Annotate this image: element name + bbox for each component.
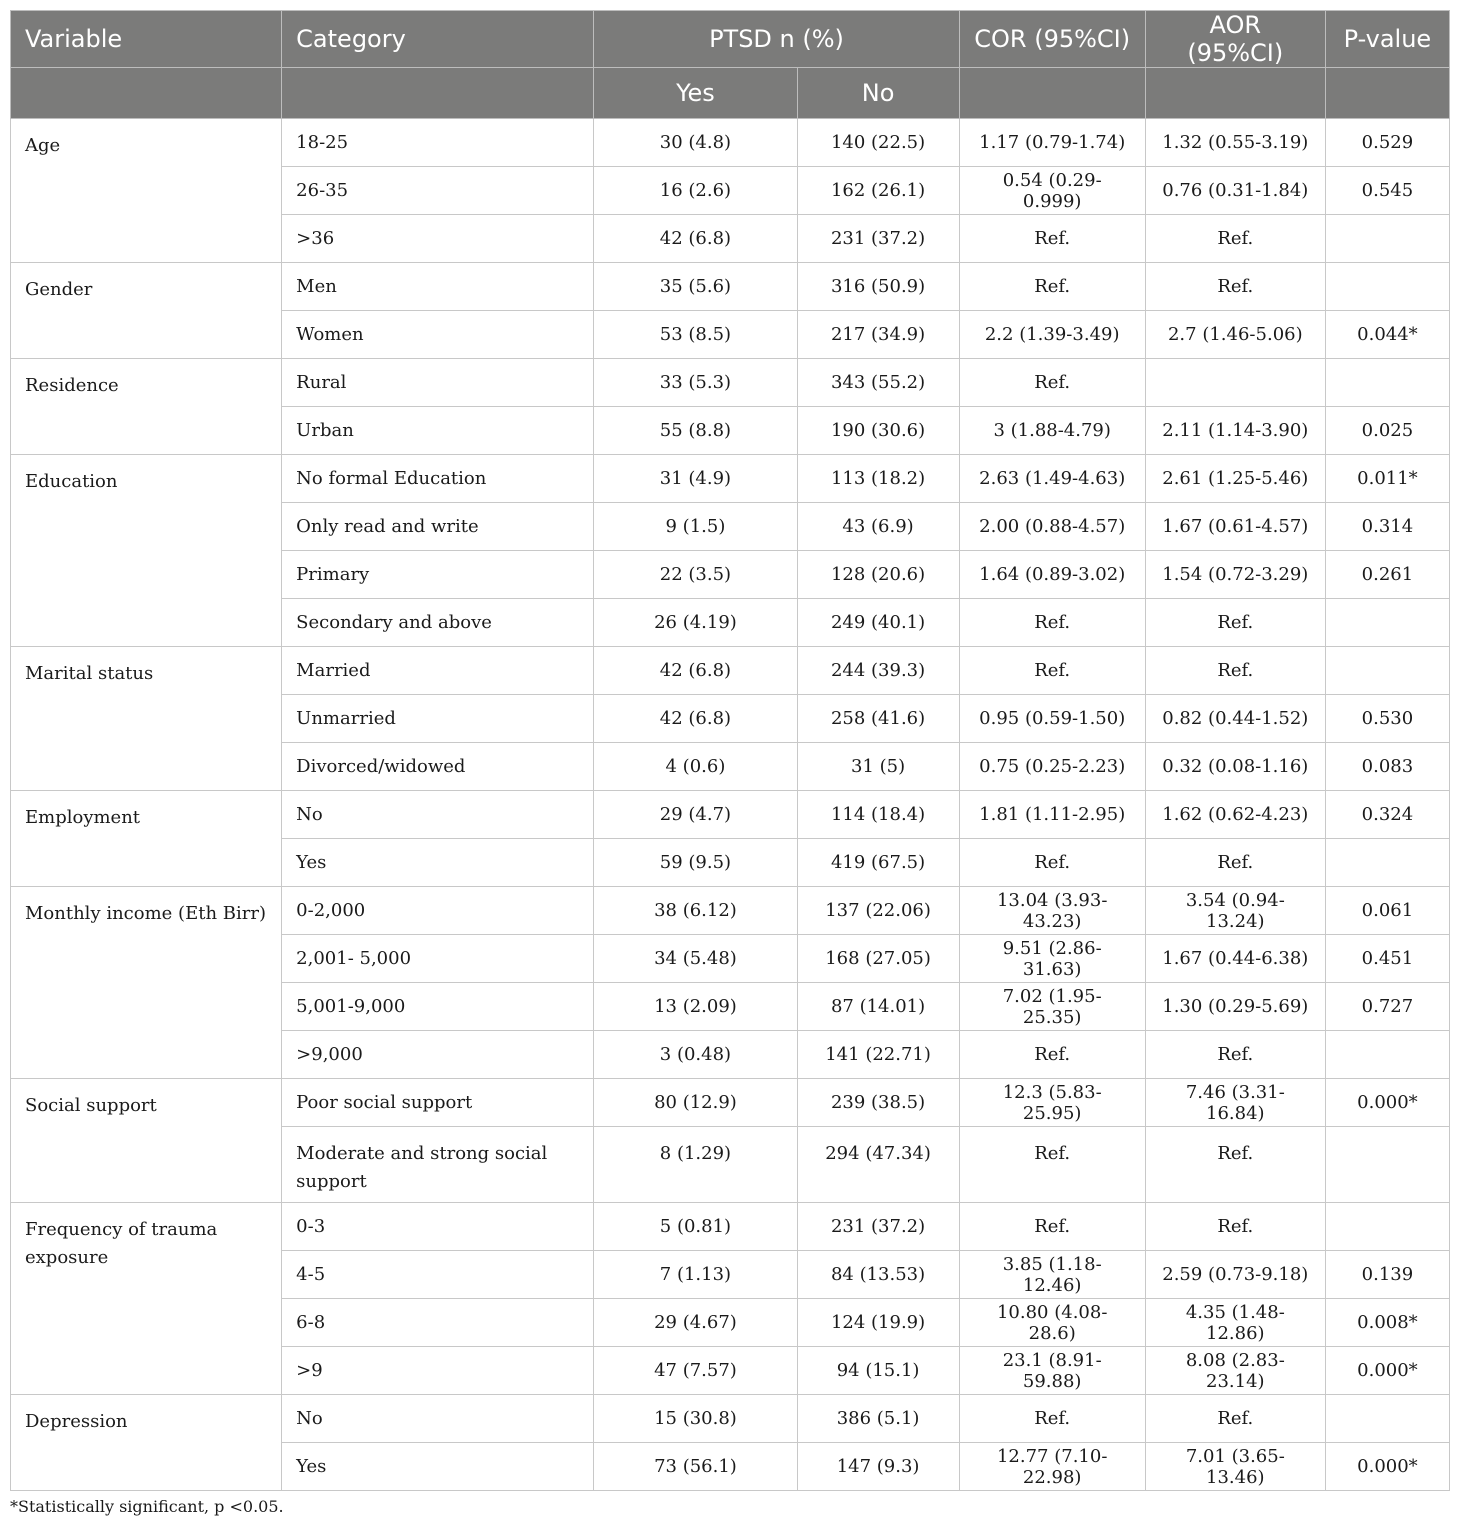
cell-aor: Ref. bbox=[1145, 263, 1325, 311]
cell-pvalue bbox=[1325, 599, 1449, 647]
cell-ptsd-no: 124 (19.9) bbox=[797, 1299, 959, 1347]
cell-ptsd-yes: 38 (6.12) bbox=[594, 887, 797, 935]
cell-ptsd-yes: 13 (2.09) bbox=[594, 983, 797, 1031]
cell-aor: Ref. bbox=[1145, 647, 1325, 695]
cell-cor: Ref. bbox=[959, 599, 1145, 647]
cell-ptsd-yes: 42 (6.8) bbox=[594, 695, 797, 743]
header-empty bbox=[11, 68, 282, 119]
cell-pvalue: 0.139 bbox=[1325, 1251, 1449, 1299]
cell-category: >9 bbox=[282, 1347, 594, 1395]
cell-pvalue bbox=[1325, 215, 1449, 263]
cell-category: Divorced/widowed bbox=[282, 743, 594, 791]
cell-cor: Ref. bbox=[959, 839, 1145, 887]
cell-cor: 12.77 (7.10-22.98) bbox=[959, 1443, 1145, 1491]
cell-ptsd-no: 244 (39.3) bbox=[797, 647, 959, 695]
cell-variable: Gender bbox=[11, 263, 282, 359]
cell-ptsd-no: 386 (5.1) bbox=[797, 1395, 959, 1443]
cell-ptsd-yes: 47 (7.57) bbox=[594, 1347, 797, 1395]
cell-pvalue bbox=[1325, 839, 1449, 887]
header-ptsd: PTSD n (%) bbox=[594, 11, 959, 68]
cell-ptsd-no: 140 (22.5) bbox=[797, 119, 959, 167]
cell-category: 5,001-9,000 bbox=[282, 983, 594, 1031]
cell-category: 26-35 bbox=[282, 167, 594, 215]
cell-cor: Ref. bbox=[959, 1203, 1145, 1251]
cell-variable: Employment bbox=[11, 791, 282, 887]
cell-ptsd-yes: 22 (3.5) bbox=[594, 551, 797, 599]
cell-cor: Ref. bbox=[959, 647, 1145, 695]
header-cor: COR (95%CI) bbox=[959, 11, 1145, 68]
cell-pvalue: 0.314 bbox=[1325, 503, 1449, 551]
header-pvalue: P-value bbox=[1325, 11, 1449, 68]
results-table bbox=[10, 10, 1450, 1491]
cell-ptsd-no: 168 (27.05) bbox=[797, 935, 959, 983]
cell-cor: Ref. bbox=[959, 359, 1145, 407]
header-empty bbox=[959, 68, 1145, 119]
cell-pvalue: 0.529 bbox=[1325, 119, 1449, 167]
header-empty bbox=[282, 68, 594, 119]
cell-ptsd-no: 217 (34.9) bbox=[797, 311, 959, 359]
cell-aor: 8.08 (2.83-23.14) bbox=[1145, 1347, 1325, 1395]
footnote: *Statistically significant, p <0.05. bbox=[10, 1497, 284, 1516]
cell-category: >9,000 bbox=[282, 1031, 594, 1079]
table-row bbox=[11, 455, 1450, 503]
header-row-2 bbox=[11, 68, 1450, 119]
cell-ptsd-yes: 30 (4.8) bbox=[594, 119, 797, 167]
table-row bbox=[11, 887, 1450, 935]
cell-category: Poor social support bbox=[282, 1079, 594, 1127]
cell-cor: 0.95 (0.59-1.50) bbox=[959, 695, 1145, 743]
cell-cor: 10.80 (4.08-28.6) bbox=[959, 1299, 1145, 1347]
table-row bbox=[11, 263, 1450, 311]
cell-variable: Marital status bbox=[11, 647, 282, 791]
cell-pvalue: 0.000* bbox=[1325, 1443, 1449, 1491]
cell-ptsd-no: 94 (15.1) bbox=[797, 1347, 959, 1395]
cell-pvalue bbox=[1325, 359, 1449, 407]
header-empty bbox=[1325, 68, 1449, 119]
cell-aor: 1.30 (0.29-5.69) bbox=[1145, 983, 1325, 1031]
cell-category: 0-3 bbox=[282, 1203, 594, 1251]
cell-pvalue: 0.000* bbox=[1325, 1347, 1449, 1395]
cell-pvalue bbox=[1325, 1203, 1449, 1251]
cell-aor: Ref. bbox=[1145, 1127, 1325, 1203]
cell-aor: 0.76 (0.31-1.84) bbox=[1145, 167, 1325, 215]
header-variable: Variable bbox=[11, 11, 282, 68]
cell-ptsd-no: 147 (9.3) bbox=[797, 1443, 959, 1491]
cell-ptsd-no: 294 (47.34) bbox=[797, 1127, 959, 1203]
cell-aor: Ref. bbox=[1145, 1031, 1325, 1079]
cell-ptsd-yes: 4 (0.6) bbox=[594, 743, 797, 791]
cell-ptsd-no: 239 (38.5) bbox=[797, 1079, 959, 1127]
cell-ptsd-no: 162 (26.1) bbox=[797, 167, 959, 215]
cell-pvalue bbox=[1325, 1127, 1449, 1203]
cell-aor: 2.7 (1.46-5.06) bbox=[1145, 311, 1325, 359]
cell-category: 2,001- 5,000 bbox=[282, 935, 594, 983]
cell-cor: 23.1 (8.91-59.88) bbox=[959, 1347, 1145, 1395]
header-empty bbox=[1145, 68, 1325, 119]
cell-category: No bbox=[282, 1395, 594, 1443]
cell-pvalue: 0.025 bbox=[1325, 407, 1449, 455]
cell-ptsd-no: 43 (6.9) bbox=[797, 503, 959, 551]
cell-aor: Ref. bbox=[1145, 215, 1325, 263]
cell-ptsd-yes: 53 (8.5) bbox=[594, 311, 797, 359]
cell-ptsd-no: 316 (50.9) bbox=[797, 263, 959, 311]
cell-ptsd-no: 249 (40.1) bbox=[797, 599, 959, 647]
cell-cor: 13.04 (3.93-43.23) bbox=[959, 887, 1145, 935]
cell-aor: Ref. bbox=[1145, 1203, 1325, 1251]
cell-cor: 0.54 (0.29-0.999) bbox=[959, 167, 1145, 215]
cell-category: 6-8 bbox=[282, 1299, 594, 1347]
table-row bbox=[11, 1203, 1450, 1251]
cell-aor: 1.67 (0.61-4.57) bbox=[1145, 503, 1325, 551]
cell-cor: 1.64 (0.89-3.02) bbox=[959, 551, 1145, 599]
cell-ptsd-yes: 16 (2.6) bbox=[594, 167, 797, 215]
header-yes: Yes bbox=[594, 68, 797, 119]
cell-pvalue: 0.727 bbox=[1325, 983, 1449, 1031]
cell-cor: 2.00 (0.88-4.57) bbox=[959, 503, 1145, 551]
table-row bbox=[11, 1395, 1450, 1443]
cell-aor: Ref. bbox=[1145, 1395, 1325, 1443]
cell-category: 4-5 bbox=[282, 1251, 594, 1299]
cell-aor: 3.54 (0.94-13.24) bbox=[1145, 887, 1325, 935]
cell-cor: 2.63 (1.49-4.63) bbox=[959, 455, 1145, 503]
cell-category: Women bbox=[282, 311, 594, 359]
cell-pvalue: 0.061 bbox=[1325, 887, 1449, 935]
cell-category: Yes bbox=[282, 839, 594, 887]
cell-cor: 7.02 (1.95-25.35) bbox=[959, 983, 1145, 1031]
header-no: No bbox=[797, 68, 959, 119]
cell-variable: Residence bbox=[11, 359, 282, 455]
cell-category: 18-25 bbox=[282, 119, 594, 167]
cell-aor: 1.32 (0.55-3.19) bbox=[1145, 119, 1325, 167]
cell-ptsd-no: 190 (30.6) bbox=[797, 407, 959, 455]
cell-cor: 3.85 (1.18-12.46) bbox=[959, 1251, 1145, 1299]
header-category: Category bbox=[282, 11, 594, 68]
cell-ptsd-no: 84 (13.53) bbox=[797, 1251, 959, 1299]
cell-ptsd-no: 419 (67.5) bbox=[797, 839, 959, 887]
cell-category: Urban bbox=[282, 407, 594, 455]
cell-ptsd-no: 113 (18.2) bbox=[797, 455, 959, 503]
cell-ptsd-no: 128 (20.6) bbox=[797, 551, 959, 599]
cell-category: No formal Education bbox=[282, 455, 594, 503]
cell-ptsd-yes: 3 (0.48) bbox=[594, 1031, 797, 1079]
cell-category: >36 bbox=[282, 215, 594, 263]
cell-aor: 4.35 (1.48-12.86) bbox=[1145, 1299, 1325, 1347]
cell-ptsd-yes: 7 (1.13) bbox=[594, 1251, 797, 1299]
cell-cor: 3 (1.88-4.79) bbox=[959, 407, 1145, 455]
cell-category: Rural bbox=[282, 359, 594, 407]
cell-ptsd-no: 87 (14.01) bbox=[797, 983, 959, 1031]
cell-category: No bbox=[282, 791, 594, 839]
cell-aor: 1.67 (0.44-6.38) bbox=[1145, 935, 1325, 983]
table-row bbox=[11, 119, 1450, 167]
cell-ptsd-yes: 5 (0.81) bbox=[594, 1203, 797, 1251]
cell-category: Secondary and above bbox=[282, 599, 594, 647]
table-row bbox=[11, 647, 1450, 695]
cell-cor: 9.51 (2.86-31.63) bbox=[959, 935, 1145, 983]
cell-cor: 1.17 (0.79-1.74) bbox=[959, 119, 1145, 167]
cell-ptsd-yes: 42 (6.8) bbox=[594, 647, 797, 695]
cell-cor: Ref. bbox=[959, 263, 1145, 311]
table-header bbox=[11, 11, 1450, 119]
cell-cor: 1.81 (1.11-2.95) bbox=[959, 791, 1145, 839]
cell-ptsd-no: 258 (41.6) bbox=[797, 695, 959, 743]
table-row bbox=[11, 791, 1450, 839]
cell-ptsd-no: 141 (22.71) bbox=[797, 1031, 959, 1079]
table-row bbox=[11, 1079, 1450, 1127]
header-row-1 bbox=[11, 11, 1450, 68]
cell-ptsd-yes: 34 (5.48) bbox=[594, 935, 797, 983]
cell-aor: Ref. bbox=[1145, 599, 1325, 647]
cell-pvalue: 0.545 bbox=[1325, 167, 1449, 215]
cell-ptsd-yes: 29 (4.67) bbox=[594, 1299, 797, 1347]
cell-ptsd-yes: 73 (56.1) bbox=[594, 1443, 797, 1491]
cell-pvalue: 0.530 bbox=[1325, 695, 1449, 743]
cell-category: Yes bbox=[282, 1443, 594, 1491]
cell-ptsd-yes: 15 (30.8) bbox=[594, 1395, 797, 1443]
cell-ptsd-yes: 29 (4.7) bbox=[594, 791, 797, 839]
cell-ptsd-yes: 59 (9.5) bbox=[594, 839, 797, 887]
cell-ptsd-yes: 35 (5.6) bbox=[594, 263, 797, 311]
cell-variable: Age bbox=[11, 119, 282, 263]
cell-pvalue: 0.011* bbox=[1325, 455, 1449, 503]
cell-aor: 2.61 (1.25-5.46) bbox=[1145, 455, 1325, 503]
cell-pvalue: 0.451 bbox=[1325, 935, 1449, 983]
cell-aor bbox=[1145, 359, 1325, 407]
cell-cor: Ref. bbox=[959, 215, 1145, 263]
cell-pvalue: 0.261 bbox=[1325, 551, 1449, 599]
cell-aor: 0.32 (0.08-1.16) bbox=[1145, 743, 1325, 791]
cell-pvalue: 0.008* bbox=[1325, 1299, 1449, 1347]
cell-aor: 7.01 (3.65-13.46) bbox=[1145, 1443, 1325, 1491]
cell-aor: 2.11 (1.14-3.90) bbox=[1145, 407, 1325, 455]
cell-aor: 2.59 (0.73-9.18) bbox=[1145, 1251, 1325, 1299]
cell-variable: Frequency of trauma exposure bbox=[11, 1203, 282, 1395]
cell-cor: Ref. bbox=[959, 1395, 1145, 1443]
cell-ptsd-yes: 55 (8.8) bbox=[594, 407, 797, 455]
cell-pvalue: 0.000* bbox=[1325, 1079, 1449, 1127]
cell-category: Unmarried bbox=[282, 695, 594, 743]
cell-pvalue bbox=[1325, 1395, 1449, 1443]
cell-variable: Education bbox=[11, 455, 282, 647]
cell-aor: Ref. bbox=[1145, 839, 1325, 887]
header-aor: AOR (95%CI) bbox=[1145, 11, 1325, 68]
cell-pvalue: 0.083 bbox=[1325, 743, 1449, 791]
cell-ptsd-yes: 80 (12.9) bbox=[594, 1079, 797, 1127]
cell-variable: Monthly income (Eth Birr) bbox=[11, 887, 282, 1079]
table-row bbox=[11, 359, 1450, 407]
cell-category: Primary bbox=[282, 551, 594, 599]
cell-cor: 2.2 (1.39-3.49) bbox=[959, 311, 1145, 359]
cell-pvalue: 0.044* bbox=[1325, 311, 1449, 359]
cell-cor: 12.3 (5.83-25.95) bbox=[959, 1079, 1145, 1127]
table-body bbox=[11, 119, 1450, 1491]
cell-category: Moderate and strong social support bbox=[282, 1127, 594, 1203]
cell-cor: Ref. bbox=[959, 1127, 1145, 1203]
cell-ptsd-yes: 33 (5.3) bbox=[594, 359, 797, 407]
cell-ptsd-no: 231 (37.2) bbox=[797, 215, 959, 263]
cell-ptsd-no: 114 (18.4) bbox=[797, 791, 959, 839]
cell-pvalue: 0.324 bbox=[1325, 791, 1449, 839]
cell-cor: 0.75 (0.25-2.23) bbox=[959, 743, 1145, 791]
cell-aor: 1.62 (0.62-4.23) bbox=[1145, 791, 1325, 839]
cell-ptsd-yes: 26 (4.19) bbox=[594, 599, 797, 647]
cell-ptsd-no: 137 (22.06) bbox=[797, 887, 959, 935]
cell-ptsd-yes: 8 (1.29) bbox=[594, 1127, 797, 1203]
cell-ptsd-yes: 31 (4.9) bbox=[594, 455, 797, 503]
cell-variable: Social support bbox=[11, 1079, 282, 1203]
cell-category: Only read and write bbox=[282, 503, 594, 551]
cell-ptsd-no: 31 (5) bbox=[797, 743, 959, 791]
cell-ptsd-no: 231 (37.2) bbox=[797, 1203, 959, 1251]
cell-variable: Depression bbox=[11, 1395, 282, 1491]
cell-cor: Ref. bbox=[959, 1031, 1145, 1079]
cell-aor: 7.46 (3.31-16.84) bbox=[1145, 1079, 1325, 1127]
cell-aor: 1.54 (0.72-3.29) bbox=[1145, 551, 1325, 599]
cell-ptsd-yes: 42 (6.8) bbox=[594, 215, 797, 263]
cell-category: 0-2,000 bbox=[282, 887, 594, 935]
cell-ptsd-no: 343 (55.2) bbox=[797, 359, 959, 407]
cell-pvalue bbox=[1325, 263, 1449, 311]
cell-ptsd-yes: 9 (1.5) bbox=[594, 503, 797, 551]
cell-aor: 0.82 (0.44-1.52) bbox=[1145, 695, 1325, 743]
cell-category: Men bbox=[282, 263, 594, 311]
cell-category: Married bbox=[282, 647, 594, 695]
cell-pvalue bbox=[1325, 1031, 1449, 1079]
cell-pvalue bbox=[1325, 647, 1449, 695]
